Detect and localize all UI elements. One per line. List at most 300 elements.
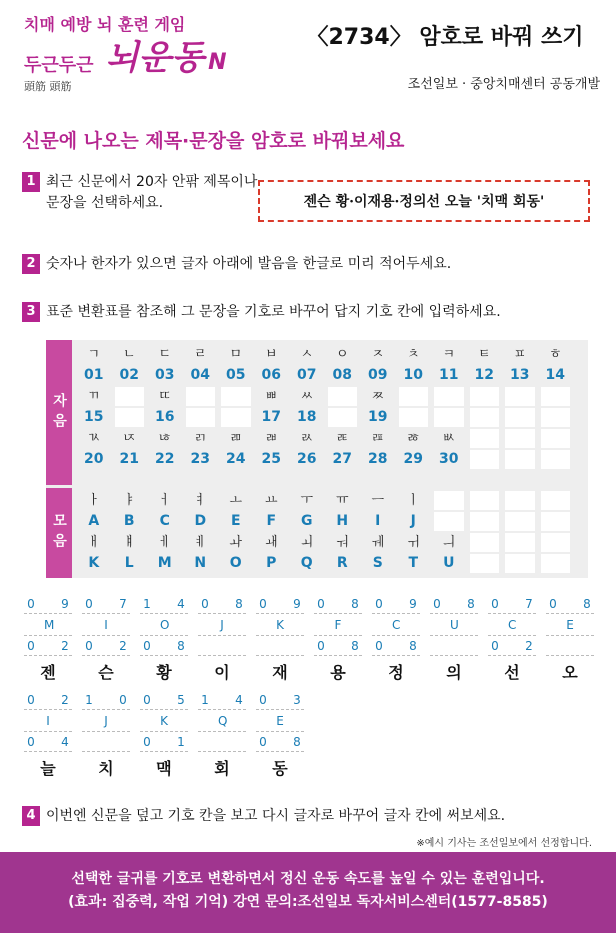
consonant-code-row[interactable]: [546, 594, 594, 614]
code-cell: [470, 408, 500, 427]
vowel-code-row[interactable]: [256, 614, 304, 636]
jamo-cell: ㅖ: [193, 535, 207, 550]
answer-character: 선: [504, 662, 520, 682]
code-digit: 2: [525, 638, 533, 653]
answer-character: 늘: [40, 758, 56, 778]
vowel-code: M: [44, 617, 55, 632]
code-digit: 0: [143, 734, 151, 749]
answer-cell: [430, 594, 478, 686]
code-cell: Q: [300, 555, 313, 571]
jamo-cell: ㄼ: [264, 431, 278, 446]
vowel-code: C: [508, 617, 517, 632]
vowel-label: [46, 488, 72, 578]
code-cell: [505, 512, 535, 531]
jamo-cell: ㄻ: [229, 431, 243, 446]
jamo-cell: [470, 533, 500, 552]
vowel-code-row[interactable]: [198, 614, 246, 636]
code-cell: G: [301, 513, 313, 529]
code-cell: 15: [84, 409, 104, 425]
code-cell: 10: [403, 367, 423, 383]
code-digit: 1: [177, 734, 185, 749]
jamo-cell: ㅄ: [442, 431, 456, 446]
jamo-cell: ㅉ: [371, 389, 385, 404]
jamo-cell: [505, 491, 535, 510]
logo-text-a: 두근두근: [24, 55, 94, 76]
vowel-code-row[interactable]: [82, 614, 130, 636]
vowel-label-text: 모음: [51, 513, 67, 553]
jamo-cell: ㄸ: [158, 389, 172, 404]
code-digit: 0: [201, 596, 209, 611]
consonant-grid: [76, 344, 573, 470]
answer-character: 용: [330, 662, 346, 682]
code-digit: 7: [525, 596, 533, 611]
consonant-code-row[interactable]: [140, 690, 188, 710]
jamo-cell: ㅜ: [300, 493, 314, 508]
footer-line-2: (효과: 집중력, 작업 기억) 강연 문의:조선일보 독자서비스센터(1577-8585): [68, 894, 548, 910]
final-code-row[interactable]: [430, 636, 478, 656]
jamo-cell: [505, 387, 535, 406]
jamo-cell: ㄺ: [193, 431, 207, 446]
step-text: 표준 변환표를 참조해 그 문장을 기호로 바꾸어 답지 기호 칸에 입력하세요.: [46, 304, 501, 320]
code-cell: 07: [297, 367, 317, 383]
code-cell: 16: [155, 409, 175, 425]
code-cell: S: [372, 555, 383, 571]
jamo-cell: ㄿ: [371, 431, 385, 446]
step-text: 최근 신문에서 20자 안팎 제목이나 문장을 선택하세요.: [46, 174, 258, 211]
code-digit: 0: [259, 734, 267, 749]
step-text: 이번엔 신문을 덮고 기호 칸을 보고 다시 글자로 바꾸어 글자 칸에 써보세요.: [46, 808, 506, 824]
consonant-code-row[interactable]: [256, 690, 304, 710]
jamo-cell: [434, 387, 464, 406]
code-cell: 19: [368, 409, 388, 425]
code-digit: 0: [375, 596, 383, 611]
code-digit: 0: [259, 692, 267, 707]
step-number: 4: [22, 806, 40, 826]
answer-character: 동: [272, 758, 288, 778]
vowel-code: I: [104, 617, 108, 632]
answer-character: 재: [272, 662, 288, 682]
jamo-cell: ㅌ: [477, 347, 491, 362]
final-code-row[interactable]: [140, 732, 188, 752]
final-code-row[interactable]: [24, 636, 72, 656]
answer-cell: [314, 594, 362, 686]
code-cell: [541, 554, 571, 573]
code-digit: 0: [491, 596, 499, 611]
code-cell: L: [124, 555, 134, 571]
code-cell: F: [266, 513, 277, 529]
code-digit: 8: [409, 638, 417, 653]
co-developers: 조선일보 · 중앙치매센터 공동개발: [407, 77, 600, 92]
code-cell: 11: [439, 367, 459, 383]
code-digit: 4: [235, 692, 243, 707]
final-code-row[interactable]: [546, 636, 594, 656]
answer-character: 젠: [40, 662, 56, 682]
vowel-code-row[interactable]: [24, 614, 72, 636]
jamo-cell: ㅃ: [264, 389, 278, 404]
code-digit: 9: [61, 596, 69, 611]
final-code-row[interactable]: [256, 636, 304, 656]
jamo-cell: ㅊ: [406, 347, 420, 362]
jamo-cell: [505, 533, 535, 552]
consonant-code-row[interactable]: [198, 594, 246, 614]
jamo-cell: ㅍ: [513, 347, 527, 362]
code-digit: 0: [85, 638, 93, 653]
answer-cell: [82, 690, 130, 782]
vowel-code: J: [104, 713, 108, 728]
step-number: 2: [22, 254, 40, 274]
vowel-code: U: [450, 617, 459, 632]
vowel-code: O: [160, 617, 170, 632]
vowel-code-row[interactable]: [430, 614, 478, 636]
footer-line-1: 선택한 글귀를 기호로 변환하면서 정신 운동 속도를 높일 수 있는 훈련입니다.: [71, 871, 545, 887]
answer-cell: [24, 690, 72, 782]
game-tagline: 치매 예방 뇌 훈련 게임: [24, 15, 186, 34]
jamo-cell: [434, 491, 464, 510]
jamo-cell: ㄽ: [300, 431, 314, 446]
answer-cell: [488, 594, 536, 686]
consonant-code-row[interactable]: [372, 594, 420, 614]
answer-cell: [140, 690, 188, 782]
vowel-code: Q: [218, 713, 228, 728]
code-cell: E: [230, 513, 241, 529]
code-cell: B: [123, 513, 135, 529]
consonant-code-row[interactable]: [314, 594, 362, 614]
jamo-cell: [541, 491, 571, 510]
code-cell: [470, 512, 500, 531]
code-digit: 0: [259, 596, 267, 611]
code-cell: U: [443, 555, 455, 571]
consonant-code-row[interactable]: [256, 594, 304, 614]
step-2: [22, 254, 451, 275]
footer-banner: [0, 852, 616, 933]
code-cell: [505, 554, 535, 573]
final-code-row[interactable]: [82, 732, 130, 752]
consonant-code-row[interactable]: [24, 690, 72, 710]
consonant-code-row[interactable]: [430, 594, 478, 614]
answer-character: 맥: [156, 758, 172, 778]
jamo-cell: ㅙ: [264, 535, 278, 550]
code-cell: [541, 450, 571, 469]
code-cell: 21: [119, 451, 139, 467]
code-cell: [399, 408, 429, 427]
jamo-cell: [505, 429, 535, 448]
jamo-cell: [115, 387, 145, 406]
code-digit: 1: [201, 692, 209, 707]
code-cell: 09: [368, 367, 388, 383]
step-4: [22, 806, 505, 827]
final-code-row[interactable]: [140, 636, 188, 656]
header-right: [290, 20, 600, 92]
code-cell: 30: [439, 451, 459, 467]
logo-hanja: 頭筋 頭筋: [24, 80, 72, 93]
code-digit: 8: [293, 734, 301, 749]
consonant-code-row[interactable]: [140, 594, 188, 614]
jamo-cell: ㅗ: [229, 493, 243, 508]
code-digit: 0: [549, 596, 557, 611]
code-digit: 8: [351, 638, 359, 653]
code-cell: 22: [155, 451, 175, 467]
code-digit: 0: [317, 596, 325, 611]
final-code-row[interactable]: [314, 636, 362, 656]
consonant-code-row[interactable]: [198, 690, 246, 710]
vowel-code: J: [220, 617, 224, 632]
answer-character: 치: [98, 758, 114, 778]
code-digit: 2: [119, 638, 127, 653]
jamo-cell: [470, 429, 500, 448]
code-cell: J: [410, 513, 416, 529]
jamo-cell: ㄾ: [335, 431, 349, 446]
logo: [24, 38, 274, 78]
jamo-cell: ㅡ: [371, 493, 385, 508]
jamo-cell: [328, 387, 358, 406]
code-cell: 27: [332, 451, 352, 467]
jamo-cell: ㅑ: [122, 493, 136, 508]
final-code-row[interactable]: [82, 636, 130, 656]
vowel-code-row[interactable]: [82, 710, 130, 732]
jamo-cell: [470, 491, 500, 510]
code-cell: N: [194, 555, 207, 571]
jamo-cell: ㅀ: [406, 431, 420, 446]
final-code-row[interactable]: [198, 636, 246, 656]
vowel-code-row[interactable]: [140, 614, 188, 636]
code-digit: 0: [433, 596, 441, 611]
code-cell: [470, 554, 500, 573]
code-cell: [470, 450, 500, 469]
answer-cell: [256, 594, 304, 686]
vowel-code-row[interactable]: [488, 614, 536, 636]
final-code-row[interactable]: [372, 636, 420, 656]
code-digit: 8: [583, 596, 591, 611]
code-digit: 0: [27, 638, 35, 653]
code-digit: 8: [467, 596, 475, 611]
code-cell: 18: [297, 409, 317, 425]
step-number: 1: [22, 172, 40, 192]
answer-cell: [198, 690, 246, 782]
answer-cell: [82, 594, 130, 686]
code-digit: 0: [375, 638, 383, 653]
final-code-row[interactable]: [488, 636, 536, 656]
consonant-code-row[interactable]: [82, 594, 130, 614]
jamo-cell: [541, 429, 571, 448]
code-cell: 17: [261, 409, 281, 425]
code-cell: P: [266, 555, 277, 571]
code-digit: 0: [85, 596, 93, 611]
code-cell: D: [194, 513, 207, 529]
answer-cell: [256, 690, 304, 782]
answer-cell: [198, 594, 246, 686]
consonant-code-row[interactable]: [24, 594, 72, 614]
code-digit: 0: [143, 692, 151, 707]
code-cell: 13: [510, 367, 530, 383]
code-digit: 7: [119, 596, 127, 611]
vowel-code: E: [566, 617, 574, 632]
logo-text-b: 뇌운동: [105, 38, 205, 78]
logo-mark: N: [208, 50, 227, 75]
code-digit: 8: [235, 596, 243, 611]
answer-character: 오: [562, 662, 578, 682]
code-cell: 28: [368, 451, 388, 467]
jamo-cell: [470, 387, 500, 406]
jamo-cell: [186, 387, 216, 406]
vowel-code-row[interactable]: [140, 710, 188, 732]
example-sentence-box: 젠슨 황·이재용·정의선 오늘 '치맥 회동': [258, 180, 590, 222]
code-digit: 0: [27, 734, 35, 749]
jamo-cell: ㅇ: [335, 347, 349, 362]
consonant-code-row[interactable]: [488, 594, 536, 614]
code-cell: 25: [261, 451, 281, 467]
jamo-cell: ㅘ: [229, 535, 243, 550]
jamo-cell: ㅚ: [300, 535, 314, 550]
jamo-cell: ㅓ: [158, 493, 172, 508]
code-digit: 0: [317, 638, 325, 653]
code-cell: [505, 450, 535, 469]
jamo-cell: ㅞ: [371, 535, 385, 550]
code-digit: 5: [177, 692, 185, 707]
code-cell: 20: [84, 451, 104, 467]
jamo-cell: ㄹ: [193, 347, 207, 362]
answer-character: 황: [156, 662, 172, 682]
vowel-code-row[interactable]: [256, 710, 304, 732]
code-cell: O: [229, 555, 242, 571]
code-cell: 23: [190, 451, 210, 467]
code-cell: I: [375, 513, 381, 529]
source-note: ※예시 기사는 조선일보에서 선정합니다.: [416, 838, 592, 849]
jamo-cell: ㅟ: [406, 535, 420, 550]
code-digit: 8: [177, 638, 185, 653]
vowel-code: I: [46, 713, 50, 728]
jamo-cell: ㅅ: [300, 347, 314, 362]
code-cell: R: [336, 555, 348, 571]
code-cell: C: [159, 513, 170, 529]
jamo-cell: [541, 533, 571, 552]
jamo-cell: ㅛ: [264, 493, 278, 508]
code-cell: 02: [119, 367, 139, 383]
step-1: [22, 172, 262, 214]
vowel-code-row[interactable]: [24, 710, 72, 732]
final-code-row[interactable]: [24, 732, 72, 752]
answer-character: 정: [388, 662, 404, 682]
code-cell: [221, 408, 251, 427]
jamo-cell: ㄷ: [158, 347, 172, 362]
consonant-code-row[interactable]: [82, 690, 130, 710]
conversion-table: [46, 340, 588, 578]
code-cell: 26: [297, 451, 317, 467]
page-title: 〈2734〉 암호로 바꿔 쓰기: [306, 25, 584, 50]
code-cell: 29: [403, 451, 423, 467]
code-digit: 4: [61, 734, 69, 749]
jamo-cell: ㅠ: [335, 493, 349, 508]
code-cell: [434, 512, 464, 531]
code-cell: [541, 408, 571, 427]
jamo-cell: ㄴ: [122, 347, 136, 362]
headline: 신문에 나오는 제목·문장을 암호로 바꿔보세요: [22, 130, 405, 152]
final-code-row[interactable]: [256, 732, 304, 752]
vowel-code: E: [276, 713, 284, 728]
game-branding: [24, 12, 274, 94]
code-cell: 08: [332, 367, 352, 383]
code-digit: 4: [177, 596, 185, 611]
answer-character: 슨: [98, 662, 114, 682]
jamo-cell: ㄲ: [87, 389, 101, 404]
jamo-cell: ㅂ: [264, 347, 278, 362]
answer-character: 이: [214, 662, 230, 682]
code-digit: 2: [61, 692, 69, 707]
jamo-cell: ㄵ: [122, 431, 136, 446]
jamo-cell: ㅈ: [371, 347, 385, 362]
code-cell: 12: [474, 367, 494, 383]
code-cell: 03: [155, 367, 175, 383]
code-cell: [505, 408, 535, 427]
jamo-cell: ㅔ: [158, 535, 172, 550]
vowel-code-row[interactable]: [546, 614, 594, 636]
code-digit: 9: [293, 596, 301, 611]
vowel-code: K: [276, 617, 284, 632]
jamo-cell: ㅆ: [300, 389, 314, 404]
vowel-code-row[interactable]: [198, 710, 246, 732]
consonant-label-text: 자음: [51, 392, 67, 433]
code-digit: 2: [61, 638, 69, 653]
jamo-cell: ㅣ: [406, 493, 420, 508]
code-cell: [115, 408, 145, 427]
jamo-cell: ㅢ: [442, 535, 456, 550]
vowel-code: F: [334, 617, 342, 632]
jamo-cell: ㅝ: [335, 535, 349, 550]
code-cell: 24: [226, 451, 246, 467]
code-cell: 06: [261, 367, 281, 383]
code-cell: [434, 408, 464, 427]
code-cell: 01: [84, 367, 104, 383]
code-cell: 05: [226, 367, 246, 383]
code-cell: H: [336, 513, 349, 529]
code-digit: 1: [143, 596, 151, 611]
final-code-row[interactable]: [198, 732, 246, 752]
jamo-cell: ㄶ: [158, 431, 172, 446]
code-digit: 3: [293, 692, 301, 707]
vowel-code-row[interactable]: [372, 614, 420, 636]
code-cell: [328, 408, 358, 427]
answer-character: 의: [446, 662, 462, 682]
jamo-cell: ㅎ: [548, 347, 562, 362]
answer-cell: [546, 594, 594, 686]
code-digit: 0: [27, 596, 35, 611]
vowel-code: C: [392, 617, 401, 632]
step-number: 3: [22, 302, 40, 322]
step-3: [22, 302, 501, 323]
jamo-cell: [541, 387, 571, 406]
jamo-cell: [399, 387, 429, 406]
jamo-cell: ㅏ: [87, 493, 101, 508]
code-cell: K: [88, 555, 100, 571]
code-cell: [186, 408, 216, 427]
jamo-cell: ㅁ: [229, 347, 243, 362]
step-text: 숫자나 한자가 있으면 글자 아래에 발음을 한글로 미리 적어두세요.: [46, 256, 452, 272]
code-digit: 9: [409, 596, 417, 611]
code-cell: T: [408, 555, 419, 571]
answer-cell: [372, 594, 420, 686]
code-digit: 0: [27, 692, 35, 707]
vowel-code: K: [160, 713, 168, 728]
code-digit: 1: [85, 692, 93, 707]
code-digit: 0: [491, 638, 499, 653]
jamo-cell: ㅕ: [193, 493, 207, 508]
jamo-cell: ㅋ: [442, 347, 456, 362]
code-digit: 0: [119, 692, 127, 707]
code-cell: 14: [545, 367, 565, 383]
vowel-code-row[interactable]: [314, 614, 362, 636]
code-cell: M: [157, 555, 172, 571]
vowel-grid: [76, 490, 573, 574]
jamo-cell: ㄱ: [87, 347, 101, 362]
